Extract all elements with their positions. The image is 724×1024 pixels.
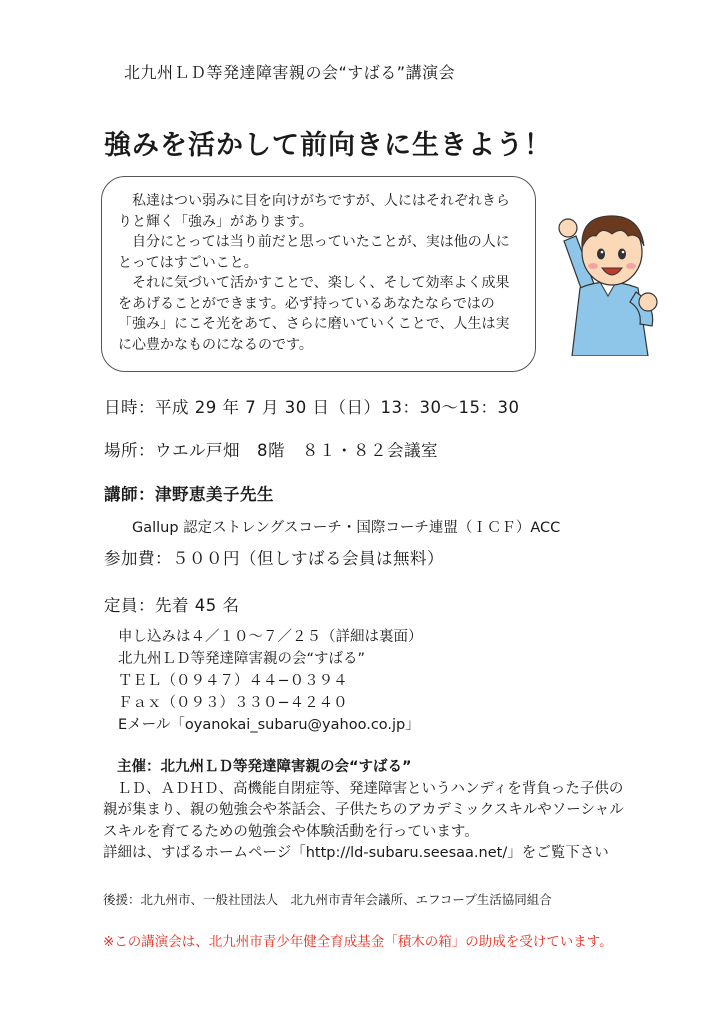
- fee-line: 参加費：５００円（但しすばる会員は無料）: [104, 549, 444, 568]
- fax-number: Ｆａｘ（０９３）３３０−４２４０: [118, 695, 348, 711]
- application-period: 申し込みは４／１０〜７／２５（詳細は裏面）: [118, 629, 423, 645]
- main-title: 強みを活かして前向きに生きよう！: [104, 130, 552, 161]
- lecturer-title: Gallup 認定ストレングスコーチ・国際コーチ連盟（ＩＣＦ）ACC: [132, 520, 561, 536]
- intro-paragraph: それに気づいて活かすことで、楽しく、そして効率よく成果をあげることができます。必ず持っているあなたならではの「強み」にこそ光をあて、さらに磨いていくことで、人生は実に心豊かなものになるのです。: [118, 275, 510, 353]
- event-series-header: 北九州ＬＤ等発達障害親の会“すばる”講演会: [124, 63, 456, 82]
- funding-note: ※この講演会は、北九州市青少年健全育成基金「積木の箱」の助成を受けています。: [103, 934, 613, 950]
- capacity-line: 定員：先着 45 名: [104, 596, 240, 615]
- organizer-heading: 主催：北九州ＬＤ等発達障害親の会“すばる”: [117, 759, 412, 775]
- tel-number: ＴＥＬ（０９４７）４４−０３９４: [118, 673, 348, 689]
- intro-paragraph: 自分にとっては当り前だと思っていたことが、実は他の人にとってはすごいこと。: [118, 234, 510, 271]
- sponsors-line: 後援：北九州市、一般社団法人 北九州市青年会議所、エフコープ生活協同組合: [103, 892, 552, 907]
- organizer-details[interactable]: 詳細は、すばるホームページ「http://ld-subaru.seesaa.net/」をご覧下さい: [103, 845, 609, 861]
- lecturer-line: 講師：津野恵美子先生: [104, 485, 274, 504]
- intro-box: [101, 176, 536, 372]
- email-address[interactable]: Eメール「oyanokai_subaru@yahoo.co.jp」: [118, 717, 420, 733]
- cheering-boy-icon: [552, 196, 670, 356]
- intro-paragraph: 私達はつい弱みに目を向けがちですが、人にはそれぞれきらりと輝く「強み」があります。: [118, 193, 510, 230]
- place-line: 場所：ウエル戸畑 8階 ８１・８２会議室: [104, 441, 438, 460]
- organizer-description: ＬＤ、ＡＤＨＤ、高機能自閉症等、発達障害というハンディを背負った子供の親が集まり、親の勉強会や茶話会、子供たちのアカデミックスキルやソーシャルスキルを育てるための勉強会や体験活動を行っています。: [103, 780, 624, 840]
- organizer-section: [103, 757, 633, 865]
- date-line: 日時：平成 29 年 7 月 30 日（日）13：30〜15：30: [104, 398, 520, 417]
- application-info: [118, 626, 423, 736]
- application-org: 北九州ＬＤ等発達障害親の会“すばる”: [118, 651, 366, 667]
